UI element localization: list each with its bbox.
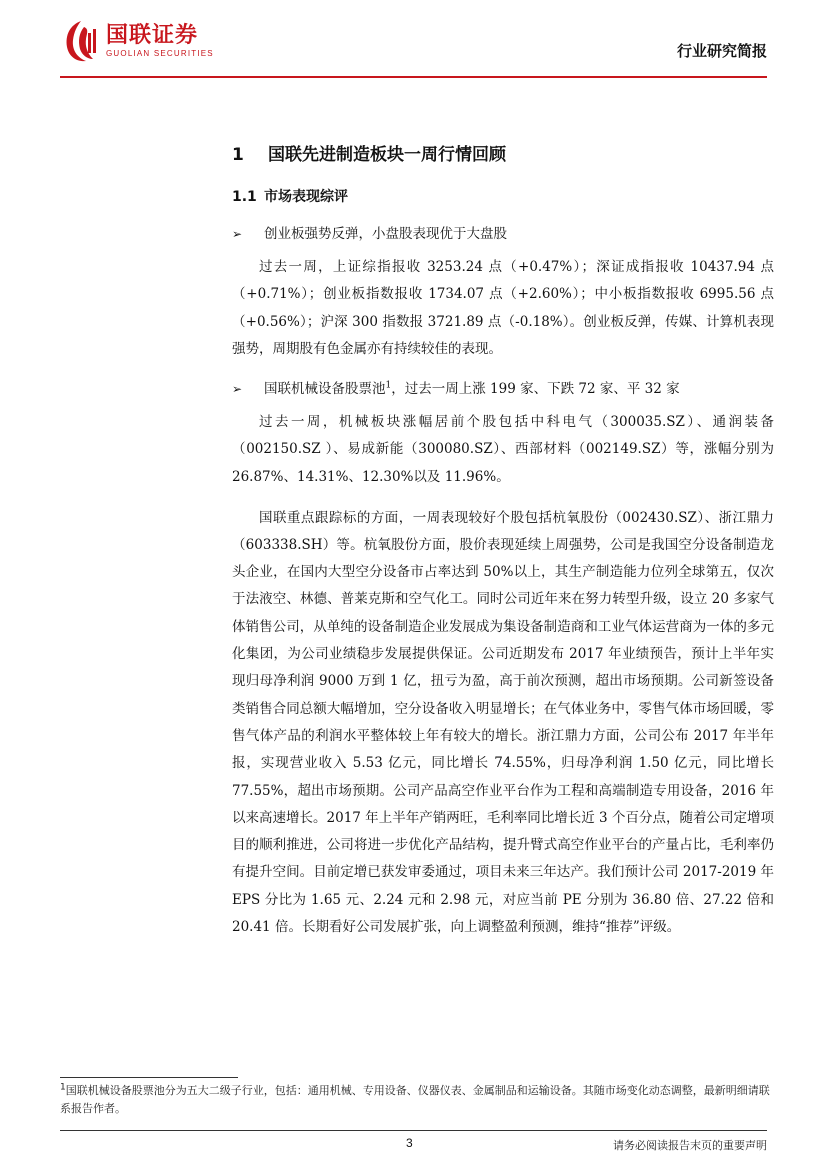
disclaimer-note: 请务必阅读报告末页的重要声明 xyxy=(613,1139,767,1152)
footer-divider xyxy=(60,1130,767,1131)
arrow-bullet-icon: ➢ xyxy=(232,382,243,397)
header-divider xyxy=(60,76,767,78)
company-logo xyxy=(62,17,214,65)
arrow-bullet-icon: ➢ xyxy=(232,227,243,241)
subsection-number: 1.1 xyxy=(232,189,257,205)
page-number: 3 xyxy=(406,1136,413,1150)
paragraph-tracked-stocks: 国联重点跟踪标的方面，一周表现较好个股包括杭氧股份（002430.SZ）、浙江鼎力（603338.SH）等。杭氧股份方面，股价表现延续上周强势，公司是我国空分设备制造龙头企业，在国内大型空分设备市占率达到 50%以上，其生产制造能力位列全球第五，仅次于法液空、林德、普莱克斯和空气化工。同时公司近年来在努力转型升级，设立 20 多家气体销售公司，从单纯的设备制造企业发展成为集设备制造商和工业气体运营商为一体的多元化集团，为公司业绩稳步发展提供保证。公司近期发布 2017 年业绩预告，预计上半年实现归母净利润 9000 万到 1 亿，扭亏为盈，高于前次预测，超出市场预期。公司新签设备类销售合同总额大幅增加，空分设备收入明显增长；在气体业务中，零售气体市场回暖，零售气体产品的利润水平整体较上年有较大的增长。浙江鼎力方面，公司公布 2017 年半年报，实现营业收入 5.53 亿元，同比增长 74.55%，归母净利润 1.50 亿元，同比增长 77.55%，超出市场预期。公司产品高空作业平台作为工程和高端制造专用设备，2016 年以来高速增长。2017 年上半年产销两旺，毛利率同比增长近 3 个百分点，随着公司定增项目的顺利推进，公司将进一步优化产品结构，提升臂式高空作业平台的产量占比，毛利率仍有提升空间。目前定增已获发审委通过，项目未来三年达产。我们预计公司 2017-2019 年 EPS 分比为 1.65 元、2.24 元和 2.98 元，对应当前 PE 分别为 36.80 倍、27.22 倍和 20.41 倍。长期看好公司发展扩张，向上调整盈利预测，维持“推荐”评级。 xyxy=(232,509,774,936)
section-heading xyxy=(232,140,774,168)
report-type-label: 行业研究简报 xyxy=(676,42,767,60)
subsection-title: 市场表现综评 xyxy=(264,189,348,205)
paragraph-index-performance: 过去一周，上证综指报收 3253.24 点（+0.47%）；深证成指报收 10437.94 点（+0.71%）；创业板指数报收 1734.07 点（+2.60%）；中小板指数报收 6995.56 点（+0.56%）；沪深 300 指数报 3721.89 点（-0.18%）。创业板反弹，传媒、计算机表现强势，周期股有色金属亦有持续较佳的表现。 xyxy=(232,259,774,357)
section-title: 国联先进制造板块一周行情回顾 xyxy=(268,145,506,165)
subsection-heading xyxy=(232,186,774,208)
bullet-text-before: 国联机械设备股票池 xyxy=(264,381,386,398)
footnote-marker: 1 xyxy=(60,1082,66,1093)
section-number: 1 xyxy=(232,145,244,165)
bullet-market-summary xyxy=(232,222,774,246)
footnote-reference[interactable]: 1 xyxy=(385,380,392,391)
footnote xyxy=(60,1082,770,1118)
footnote-divider xyxy=(60,1077,238,1078)
report-body xyxy=(232,140,774,955)
bullet-stock-pool xyxy=(232,377,774,401)
bullet-text-after: ，过去一周上涨 199 家、下跌 72 家、平 32 家 xyxy=(391,381,680,398)
footnote-text: 国联机械设备股票池分为五大二级子行业，包括：通用机械、专用设备、仪器仪表、金属制品和运输设备。其随市场变化动态调整，最新明细请联系报告作者。 xyxy=(60,1084,770,1115)
guolian-logo-icon xyxy=(62,19,100,63)
paragraph-top-gainers: 过去一周，机械板块涨幅居前个股包括中科电气（300035.SZ）、通润装备（002150.SZ ）、易成新能（300080.SZ）、西部材料（002149.SZ）等，涨幅分别为 26.87%、14.31%、12.30%以及 11.96%。 xyxy=(232,414,774,485)
logo-english-name: GUOLIAN SECURITIES xyxy=(106,49,214,58)
logo-chinese-name: 国联证券 xyxy=(106,23,199,48)
bullet-text xyxy=(264,377,680,401)
bullet-text: 创业板强势反弹，小盘股表现优于大盘股 xyxy=(264,226,507,242)
